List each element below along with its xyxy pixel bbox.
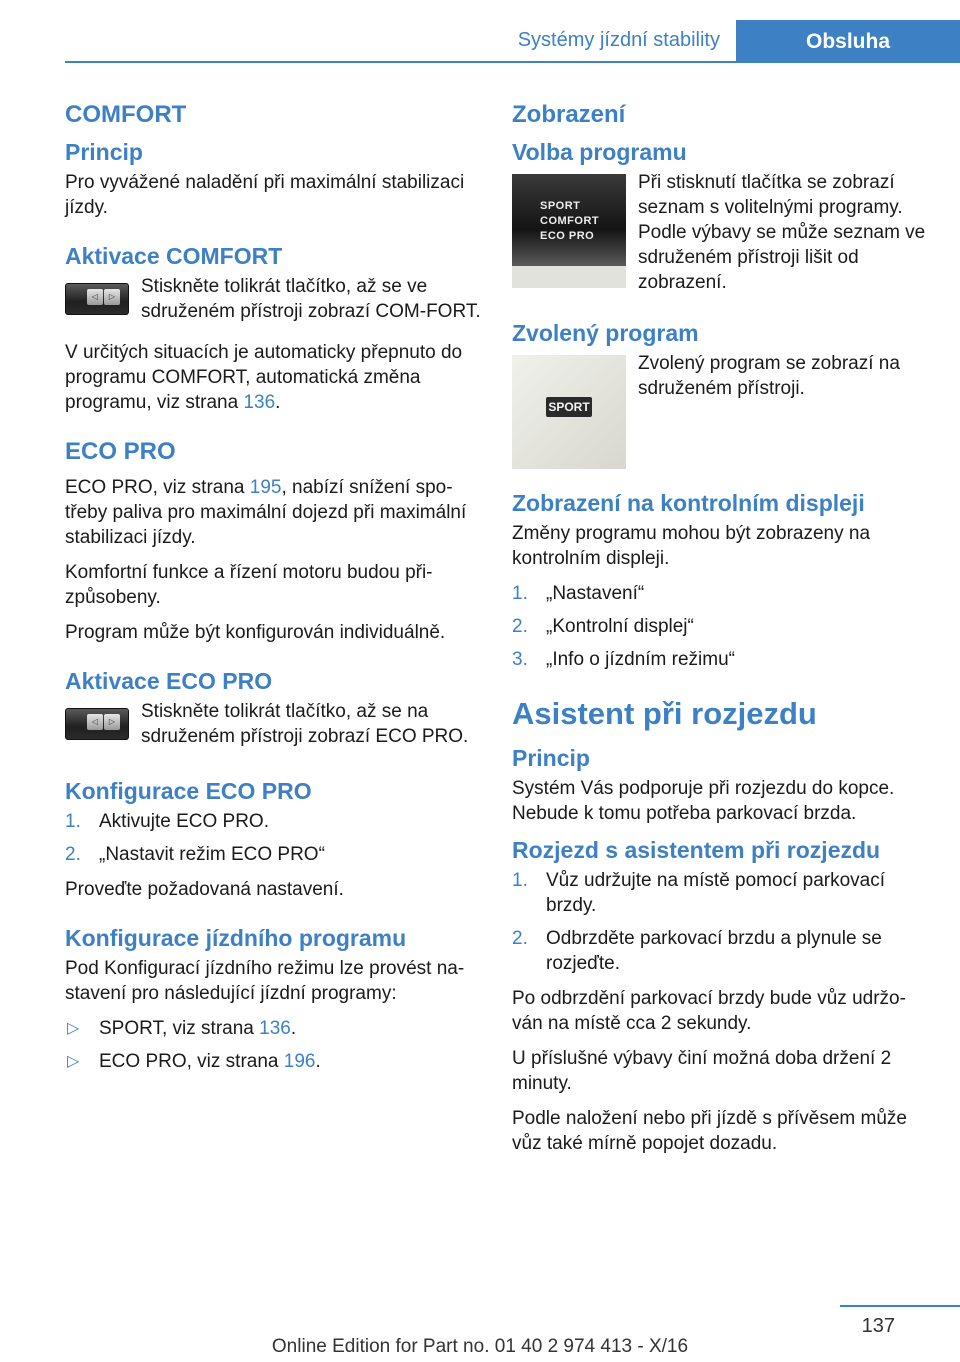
header-section-title: Systémy jízdní stability [517, 29, 720, 51]
list-item: 1. „Nastavení“ [512, 583, 645, 604]
config-eco-steps [65, 809, 481, 867]
mode-button-icon: ◁ ▷ [65, 705, 129, 741]
header-divider [65, 61, 960, 63]
config-drive-heading: Konfigurace jízdního programu [65, 925, 407, 951]
program-select-block [512, 170, 932, 305]
page-link-136[interactable]: 136 [243, 392, 276, 413]
control-display-heading: Zobrazení na kontrolním displeji [512, 490, 865, 516]
list-item: ▷ SPORT, viz strana 136. [67, 1018, 297, 1039]
principle-heading: Princip [65, 139, 143, 165]
auto-switch-text: V určitých situacích je automaticky přepnuto do programu COMFORT, automatická změna programu, viz strana 136. [65, 342, 463, 413]
list-item: ▷ ECO PRO, viz strana 196. [67, 1051, 321, 1072]
triangle-bullet-icon: ▷ [67, 1053, 80, 1070]
drive-program-list [65, 1016, 481, 1074]
activate-comfort-block [65, 274, 481, 334]
footer-divider [840, 1305, 960, 1307]
header-tab: Obsluha [736, 20, 960, 63]
page-link-196[interactable]: 196 [283, 1051, 316, 1072]
assist-heading: Asistent při rozjezdu [512, 696, 817, 731]
comfort-functions-text: Komfortní funkce a řízení motoru budou při‐způsobeny. [65, 562, 433, 608]
sport-badge: SPORT [546, 397, 592, 417]
config-eco-after-text: Proveďte požadovaná nastavení. [65, 879, 344, 900]
program-select-heading: Volba programu [512, 139, 687, 165]
activate-comfort-heading: Aktivace COMFORT [65, 243, 283, 269]
list-item: 3. „Info o jízdním režimu“ [512, 649, 735, 670]
list-item: 1. Aktivujte ECO PRO. [65, 811, 269, 832]
control-display-text: Změny programu mohou být zobrazeny na kontrolním displeji. [512, 523, 871, 569]
program-select-text: Při stisknutí tlačítka se zobrazí seznam s volitelnými programy. Podle výbavy se může seznam ve sdruženém přístroji lišit od zobrazení. [638, 172, 926, 293]
left-column [65, 100, 481, 1084]
comfort-heading: COMFORT [65, 101, 187, 128]
assist-hold-text: Po odbrzdění parkovací brzdy bude vůz udržo‐ván na místě cca 2 sekundy. [512, 988, 906, 1034]
assist-steps [512, 868, 932, 976]
triangle-bullet-icon: ▷ [67, 1020, 80, 1037]
activate-eco-heading: Aktivace ECO PRO [65, 668, 273, 694]
list-item: 2. Odbrzděte parkovací brzdu a plynule se rozjeďte. [512, 928, 882, 974]
activate-comfort-text: Stiskněte tolikrát tlačítko, až se ve sdruženém přístroji zobrazí COM‐FORT. [141, 276, 481, 322]
page-link-195[interactable]: 195 [249, 477, 282, 498]
control-display-steps [512, 581, 932, 672]
list-item: 2. „Kontrolní displej“ [512, 616, 694, 637]
principle-text: Pro vyvážené naladění při maximální stabilizaci jízdy. [65, 172, 465, 218]
assist-principle-text: Systém Vás podporuje při rozjezdu do kopce. Nebude k tomu potřeba parkovací brzda. [512, 778, 895, 824]
selected-program-block [512, 351, 932, 475]
display-heading: Zobrazení [512, 101, 626, 128]
program-menu-image: SPORT COMFORT ECO PRO [512, 174, 626, 288]
selected-program-image [512, 355, 626, 469]
list-item: 1. Vůz udržujte na místě pomocí parkovací brzdy. [512, 870, 885, 916]
configurable-text: Program může být konfigurován individuálně. [65, 622, 446, 643]
assist-load-text: Podle naložení nebo při jízdě s přívěsem může vůz také mírně popojet dozadu. [512, 1108, 907, 1154]
config-drive-text: Pod Konfigurací jízdního režimu lze provést na‐stavení pro následující jízdní programy: [65, 958, 465, 1004]
eco-pro-text: ECO PRO, viz strana 195, nabízí snížení spo‐třeby paliva pro maximální dojezd při maximální stabilizaci jízdy. [65, 477, 467, 548]
page-number: 137 [861, 1315, 895, 1337]
selected-program-text: Zvolený program se zobrazí na sdruženém přístroji. [638, 353, 900, 399]
assist-start-heading: Rozjezd s asistentem při rozjezdu [512, 837, 881, 863]
config-eco-heading: Konfigurace ECO PRO [65, 778, 312, 804]
mode-button-icon: ◁ ▷ [65, 280, 129, 316]
footer-edition: Online Edition for Part no. 01 40 2 974 413 - X/16 [271, 1336, 689, 1357]
activate-eco-text: Stiskněte tolikrát tlačítko, až se na sdruženém přístroji zobrazí ECO PRO. [141, 701, 469, 747]
selected-program-heading: Zvolený program [512, 320, 699, 346]
page-link-136[interactable]: 136 [259, 1018, 291, 1039]
eco-pro-heading: ECO PRO [65, 438, 176, 465]
activate-eco-block [65, 699, 481, 759]
right-column [512, 100, 932, 1166]
assist-principle-heading: Princip [512, 745, 590, 771]
list-item: 2. „Nastavit režim ECO PRO“ [65, 844, 325, 865]
assist-equip-text: U příslušné výbavy činí možná doba držení 2 minuty. [512, 1048, 892, 1094]
